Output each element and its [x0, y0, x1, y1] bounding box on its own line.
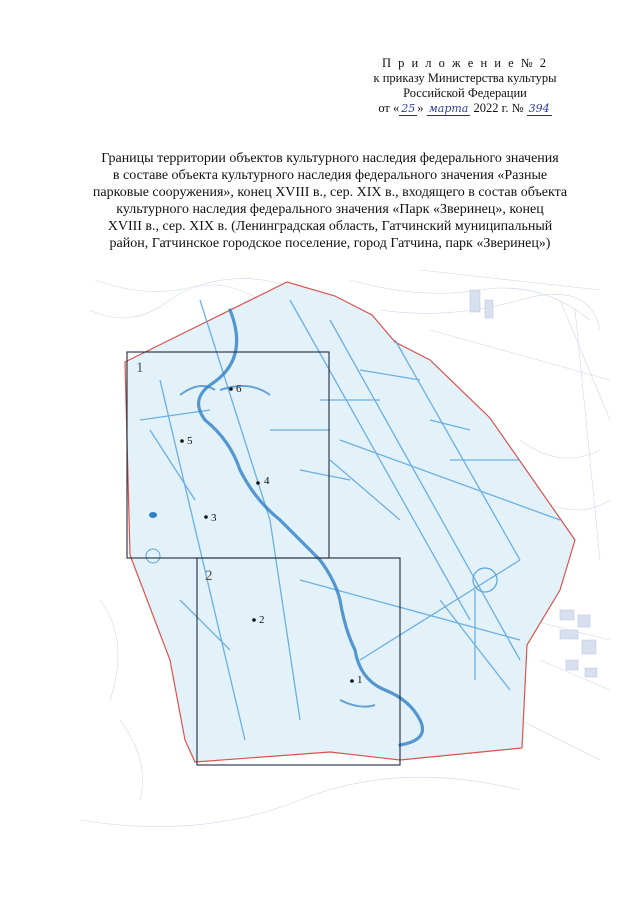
title-line: в составе объекта культурного наследия федерального значения «Разные	[112, 168, 548, 183]
territory-boundary	[125, 282, 575, 762]
order-issuer-line: к приказу Министерства культуры	[373, 71, 557, 85]
date-prefix: от «	[378, 101, 400, 115]
appendix-number: П р и л о ж е н и е № 2	[381, 56, 549, 70]
title-line: Границы территории объектов культурного наследия федерального значения	[101, 151, 559, 166]
order-number: 394	[528, 102, 550, 115]
date-year: 2022 г. №	[473, 101, 524, 115]
object-label: 5	[187, 435, 193, 447]
object-label: 2	[259, 614, 265, 626]
object-label: 4	[264, 475, 270, 487]
title-line: культурного наследия федерального значения «Парк «Зверинец», конец	[116, 202, 544, 217]
pond	[149, 512, 157, 518]
map-frame-2-label: 2	[205, 568, 213, 584]
country-line: Российской Федерации	[403, 86, 527, 100]
object-label: 1	[357, 674, 363, 686]
title-line: парковые сооружения», конец XVIII в., сер. XIX в., входящего в состав объекта	[92, 185, 568, 200]
title-line: район, Гатчинское городское поселение, город Гатчина, парк «Зверинец»)	[109, 236, 551, 251]
object-label: 6	[236, 383, 242, 395]
object-label: 3	[211, 512, 217, 524]
date-day: 25	[401, 102, 416, 115]
title-line: XVIII в., сер. XIX в. (Ленинградская область, Гатчинский муниципальный	[107, 219, 553, 234]
map-frame-1-label: 1	[136, 360, 144, 376]
date-month: марта	[428, 102, 469, 115]
date-mid: »	[417, 101, 424, 115]
